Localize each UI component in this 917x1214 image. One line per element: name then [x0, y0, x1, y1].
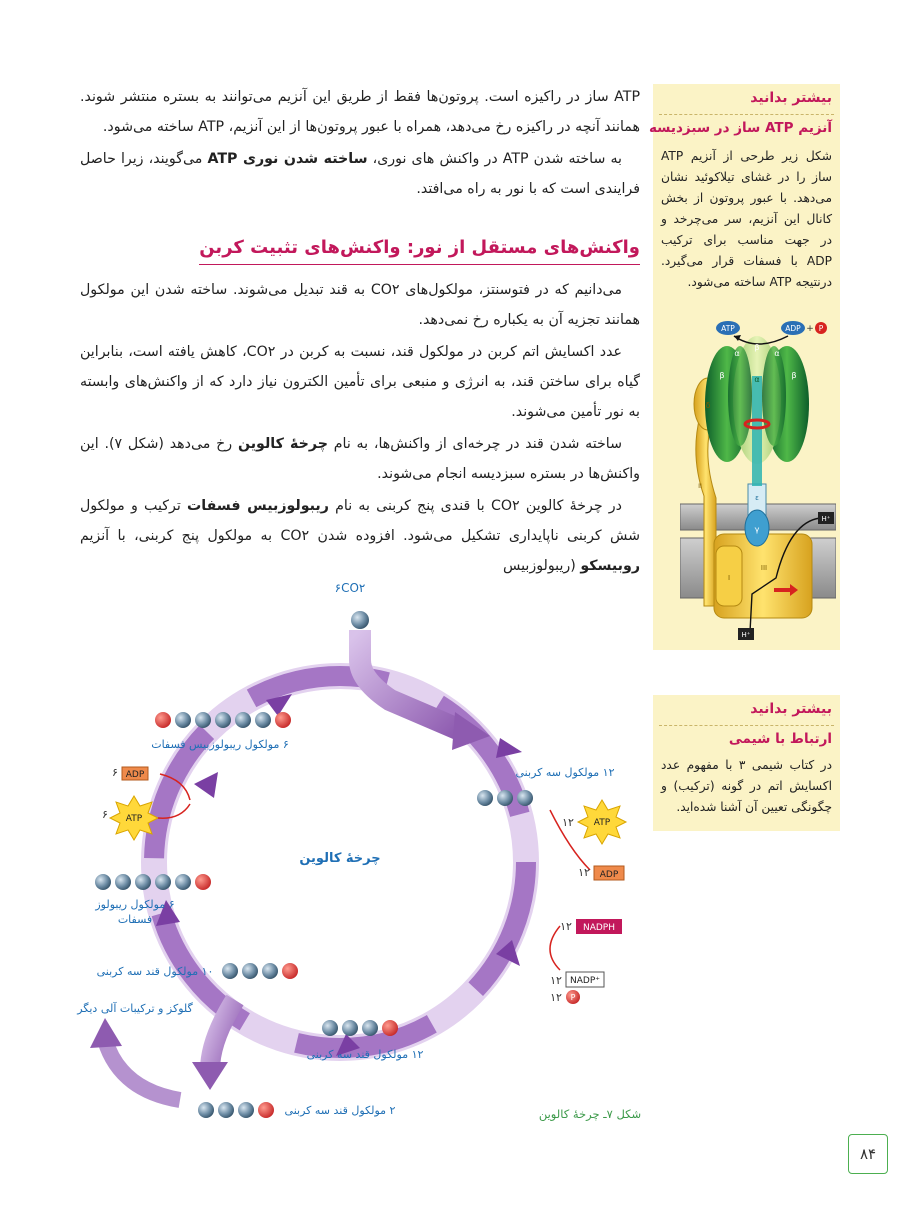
beta-label-1: β: [754, 343, 760, 352]
ii-label: II: [698, 482, 702, 490]
gamma-label: γ: [754, 525, 760, 534]
ring-arrow-1: [496, 738, 522, 758]
twelve-nadp-count: ۱۲: [550, 974, 562, 987]
phosphate-label: P: [818, 324, 824, 333]
calvin-cycle-diagram: [60, 570, 650, 1130]
p5-text-b: رخ می‌دهد (شکل ۷). این واکنش‌ها در بستره سبزدیسه انجام می‌شوند.: [80, 436, 640, 482]
p2-text-b: می‌گویند، زیرا حاصل فرایندی است که با نور به راه می‌افتد.: [80, 151, 640, 197]
p1-line1: ATP ساز در راکیزه است. پروتون‌ها فقط از طریق این آنزیم می‌توانند به بستره منتشر شوند. همانند آنچه: [80, 89, 640, 135]
paragraph-2: [80, 144, 640, 204]
twelve-g3p-label: ۱۲ مولکول قند سه کربنی: [306, 1048, 424, 1061]
beta-label-3: β: [791, 371, 797, 380]
central-shaft: [752, 376, 762, 486]
nadph-arrow: [550, 926, 560, 970]
paragraph-4: عدد اکسایش اتم کربن در مولکول قند، نسبت به کربن در CO۲، کاهش یافته است، بنابراین گیاه برای ساختن قند، به انرژی و منبعی برای تأمین الکترون نیاز دارد که از واکنش‌های وابسته به نور تأمین می‌شوند.: [80, 344, 640, 420]
atp-label-left: ATP: [125, 814, 143, 824]
side-box-title: بیشتر بدانید: [750, 701, 832, 717]
atp-label: ATP: [721, 324, 735, 333]
section-heading: واکنش‌های مستقل از نور: واکنش‌های تثبیت کربن: [199, 234, 640, 265]
glucose-arrowhead: [90, 1018, 122, 1048]
adp-label-left: ADP: [125, 770, 145, 780]
side-box-chemistry: [653, 695, 840, 831]
side-box-title: بیشتر بدانید: [750, 90, 832, 106]
nadph-label: NADPH: [582, 923, 616, 933]
paragraph-3: می‌دانیم که در فتوسنتز، مولکول‌های CO۲ به قند تبدیل می‌شوند. ساخته شدن این مولکول همانند تجزیه آن به یکباره رخ نمی‌دهد.: [80, 282, 640, 328]
phosphate-label-right: P: [570, 993, 576, 1002]
divider: [659, 725, 834, 726]
twelve-3c-label: ۱۲ مولکول سه کربنی: [515, 766, 615, 779]
glucose-label: گلوکز و ترکیبات آلی دیگر: [77, 1002, 193, 1015]
side-box-subtitle: آنزیم ATP ساز در سبزدیسه: [649, 120, 832, 136]
adp-label: ADP: [785, 324, 801, 333]
exit-arrowhead: [192, 1062, 228, 1090]
iii-label: III: [760, 564, 768, 572]
nadp-label: NADP⁺: [570, 976, 600, 986]
twelve-atp-count: ۱۲: [562, 816, 574, 829]
carbon-ball: [351, 611, 369, 629]
plus-sign: +: [806, 324, 814, 334]
p1-line2: در راکیزه رخ می‌دهد، همراه با عبور پروتون‌ها از این آنزیم، ATP ساخته می‌شود.: [102, 119, 571, 135]
i-label: I: [727, 574, 731, 582]
alpha-label-1: α: [734, 349, 740, 358]
two-g3p-label: ۲ مولکول قند سه کربنی: [284, 1104, 396, 1117]
six-atp-count: ۶: [102, 808, 108, 821]
twelve-phosphate-count: ۱۲: [550, 991, 562, 1004]
p5-text-a: ساخته شدن قند در چرخه‌ای از واکنش‌ها، به نام: [327, 436, 622, 452]
paragraph-5: [80, 429, 640, 489]
p2-text-a: به ساخته شدن ATP در واکنش های نوری،: [367, 151, 622, 167]
page-number: ۸۴: [848, 1134, 888, 1174]
atp-synthase-illustration: [680, 316, 836, 642]
ten-g3p-label: ۱۰ مولکول قند سه کربنی: [96, 965, 214, 978]
atp-label-right: ATP: [593, 818, 611, 828]
rubp-molecule: [155, 712, 291, 728]
twelve-3pg-molecule: [477, 790, 533, 806]
cycle-center-label: چرخهٔ کالوین: [299, 851, 381, 866]
paragraph-1: [80, 82, 640, 142]
side-box-text: شکل زیر طرحی از آنزیم ATP ساز را در غشای تیلاکوئید نشان می‌دهد. با عبور پروتون از بخش کانال این آنزیم، سر می‌چرخد و در جهت مناسب برای ترکیب ADP با فسفات قرار می‌گیرد. درنتیجه ATP ساخته می‌شود.: [661, 149, 832, 289]
alpha-label-3: α: [754, 375, 760, 384]
p6-text-a: در چرخهٔ کالوین CO۲ با قندی پنج کربنی به نام: [328, 498, 622, 514]
p6-bold-2: روبیسکو: [580, 558, 640, 574]
figure-caption: شکل ۷ـ چرخهٔ کالوین: [538, 1107, 642, 1121]
side-box-subtitle: ارتباط با شیمی: [728, 731, 832, 747]
h-plus-inside: H⁺: [741, 631, 751, 639]
rubp-label: ۶ مولکول ریبولوزبیس فسفات: [151, 738, 289, 751]
ring-arrow-5: [194, 772, 218, 798]
adp-label-right: ADP: [599, 870, 619, 880]
co2-label: ۶CO۲: [334, 581, 366, 595]
epsilon-label: ε: [755, 494, 759, 502]
ten-g3p-molecule: [222, 963, 298, 979]
ru5p-label-2: فسفات: [117, 913, 153, 926]
twelve-adp-count: ۱۲: [578, 866, 590, 879]
side-box-text: در کتاب شیمی ۳ با مفهوم عدد اکسایش اتم در گونه (ترکیب) و چگونگی تعیین آن آشنا شده‌اید.: [661, 758, 832, 814]
p6-text-b: ترکیب و مولکول شش کربنی ناپایداری تشکیل می‌شود. افزوده شدن CO۲ به مولکول پنج کربنی، با آنزیم: [80, 498, 640, 544]
ru5p-label-1: ۶ مولکول ریبولوز: [95, 898, 175, 911]
glucose-band: [105, 1040, 180, 1100]
p5-bold: چرخهٔ کالوین: [237, 436, 328, 452]
twelve-nadph-count: ۱۲: [560, 920, 572, 933]
p6-bold-1: ریبولوزبیس فسفات: [186, 498, 329, 514]
beta-label-2: β: [719, 371, 725, 380]
divider: [659, 114, 834, 115]
twelve-g3p-molecule: [322, 1020, 398, 1036]
paragraph-6: [80, 491, 640, 581]
main-text-column: [80, 82, 640, 583]
six-adp-count: ۶: [112, 766, 118, 779]
two-g3p-molecule: [198, 1102, 274, 1118]
delta-label: δ: [705, 401, 711, 410]
h-plus-outside: H⁺: [821, 515, 831, 523]
alpha-label-2: α: [774, 349, 780, 358]
p6-text-c: (ریبولوزبیس: [503, 558, 581, 574]
p2-bold: ساخته شدن نوری ATP: [207, 151, 368, 167]
